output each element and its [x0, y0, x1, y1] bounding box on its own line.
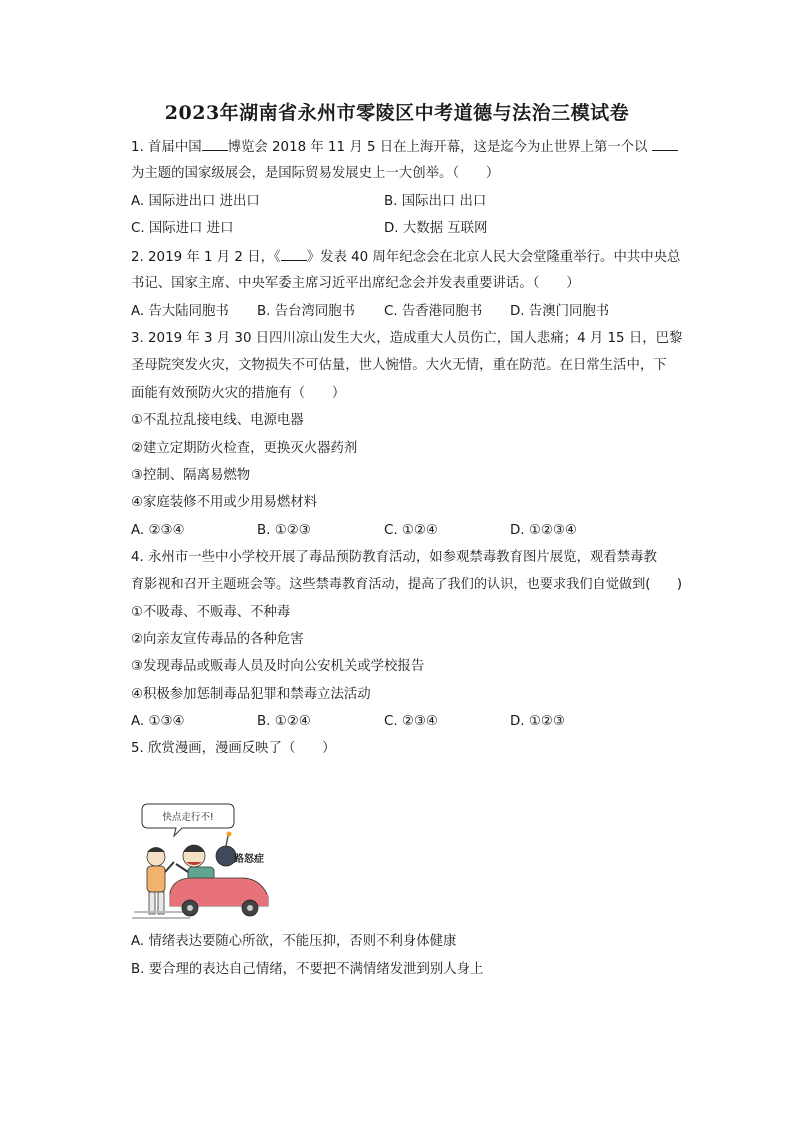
q4-statement-2: ②向亲友宣传毒品的各种危害 [131, 632, 304, 647]
q4-option-a: A. ①③④ [131, 714, 185, 729]
q2-option-d: D. 告澳门同胞书 [510, 304, 610, 319]
q3-line-3: 面能有效预防火灾的措施有（ ） [131, 386, 346, 401]
q5-option-b: B. 要合理的表达自己情绪，不要把不满情绪发泄到别人身上 [131, 962, 484, 977]
q2-text-b: 》发表 40 周年纪念会在北京人民大会堂隆重举行。中共中央总 [306, 250, 681, 265]
q1-blank-1 [202, 138, 228, 151]
q2-line-2: 书记、国家主席、中央军委主席习近平出席纪念会并发表重要讲话。（ ） [131, 276, 580, 291]
q3-statement-2: ②建立定期防火检查，更换灭火器药剂 [131, 441, 358, 456]
q4-option-b: B. ①②④ [257, 714, 311, 729]
q4-option-d: D. ①②③ [510, 714, 565, 729]
q2-line-1 [131, 248, 680, 267]
q2-option-a: A. 告大陆同胞书 [131, 304, 229, 319]
q2-blank [281, 248, 307, 261]
q1-option-c: C. 国际进口 进口 [131, 221, 234, 236]
q1-text-a: 1. 首届中国 [131, 140, 202, 155]
q3-statement-1: ①不乱拉乱接电线、电源电器 [131, 413, 304, 428]
road-rage-label: 路怒症 [234, 854, 264, 865]
q4-line-2: 育影视和召开主题班会等。这些禁毒教育活动，提高了我们的认识，也要求我们自觉做到( ) [131, 577, 682, 592]
q4-line-1: 4. 永州市一些中小学校开展了毒品预防教育活动，如参观禁毒教育图片展览，观看禁毒教 [131, 550, 657, 565]
q5-option-a: A. 情绪表达要随心所欲，不能压抑，否则不利身体健康 [131, 934, 457, 949]
bomb-icon [216, 832, 236, 867]
q3-statement-3: ③控制、隔离易燃物 [131, 468, 251, 483]
car-icon [170, 878, 268, 916]
q3-option-b: B. ①②③ [257, 523, 311, 538]
q1-line-2: 为主题的国家级展会，是国际贸易发展史上一大创举。（ ） [131, 166, 500, 181]
q3-option-c: C. ①②④ [384, 523, 438, 538]
q1-line-1 [131, 138, 678, 157]
page-title: 2023年湖南省永州市零陵区中考道德与法治三模试卷 [164, 102, 630, 124]
q4-statement-3: ③发现毒品或贩毒人员及时向公安机关或学校报告 [131, 659, 425, 674]
q5-line-1: 5. 欣赏漫画，漫画反映了（ ） [131, 741, 336, 756]
q3-option-a: A. ②③④ [131, 523, 185, 538]
q2-option-b: B. 告台湾同胞书 [257, 304, 356, 319]
q2-text-a: 2. 2019 年 1 月 2 日，《 [131, 250, 281, 265]
q4-statement-1: ①不吸毒、不贩毒、不种毒 [131, 605, 291, 620]
q1-option-b: B. 国际出口 出口 [384, 194, 487, 209]
q1-blank-2 [652, 138, 678, 151]
crosswalk [132, 912, 190, 918]
q4-option-c: C. ②③④ [384, 714, 438, 729]
road-rage-cartoon [130, 800, 280, 922]
q2-option-c: C. 告香港同胞书 [384, 304, 483, 319]
q3-line-1: 3. 2019 年 3 月 30 日四川凉山发生大火，造成重大人员伤亡，国人悲痛；4 月 15 日，巴黎 [131, 331, 683, 346]
q1-option-d: D. 大数据 互联网 [384, 221, 488, 236]
q4-statement-4: ④积极参加惩制毒品犯罪和禁毒立法活动 [131, 687, 371, 702]
q3-line-2: 圣母院突发火灾，文物损失不可估量，世人惋惜。大火无情，重在防范。在日常生活中，下 [131, 358, 667, 373]
q1-text-b: 博览会 2018 年 11 月 5 日在上海开幕，这是迄今为止世界上第一个以 [227, 140, 648, 155]
q1-option-a: A. 国际进出口 进出口 [131, 194, 260, 209]
q3-option-d: D. ①②③④ [510, 523, 577, 538]
q3-statement-4: ④家庭装修不用或少用易燃材料 [131, 495, 318, 510]
speech-bubble-text: 快点走行不! [162, 812, 214, 823]
